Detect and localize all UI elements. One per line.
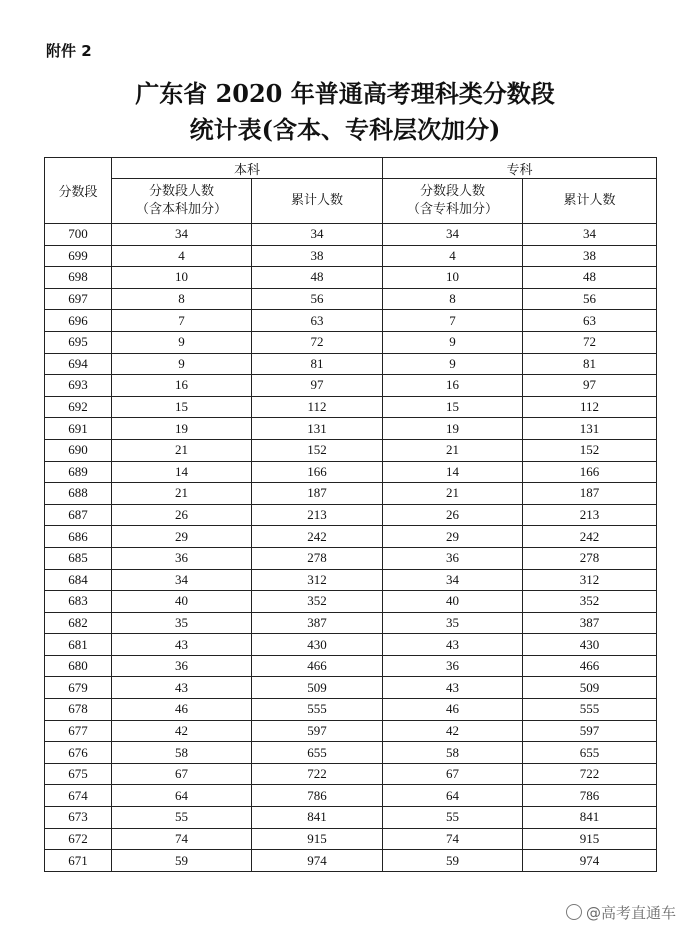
undergrad-cumulative-cell: 430 [252,634,383,656]
score-cell: 685 [45,547,112,569]
undergrad-count-header [112,179,252,224]
attachment-label: 附件 2 [46,42,92,60]
undergrad-cumulative-cell: 97 [252,375,383,397]
undergrad-cumulative-cell: 213 [252,504,383,526]
junior-count-cell: 29 [383,526,523,548]
undergrad-count-cell: 4 [112,245,252,267]
junior-count-cell: 74 [383,828,523,850]
undergrad-cumulative-cell: 974 [252,850,383,872]
junior-group-header: 专科 [383,158,657,179]
undergrad-count-cell: 7 [112,310,252,332]
junior-cumulative-cell: 112 [523,396,657,418]
junior-count-cell: 14 [383,461,523,483]
junior-cumulative-cell: 56 [523,288,657,310]
junior-count-cell: 46 [383,699,523,721]
junior-cumulative-cell: 915 [523,828,657,850]
junior-cumulative-cell: 655 [523,742,657,764]
score-cell: 675 [45,763,112,785]
undergrad-count-cell: 10 [112,267,252,289]
score-cell: 693 [45,375,112,397]
undergrad-cumulative-cell: 131 [252,418,383,440]
table-row [45,699,657,721]
junior-cumulative-cell: 841 [523,807,657,829]
junior-cumulative-cell: 131 [523,418,657,440]
undergrad-cumulative-cell: 187 [252,483,383,505]
undergrad-count-cell: 67 [112,763,252,785]
junior-cumulative-cell: 597 [523,720,657,742]
table-row [45,612,657,634]
junior-count-cell: 8 [383,288,523,310]
table-row [45,224,657,246]
table-body [45,224,657,872]
undergrad-count-cell: 43 [112,634,252,656]
undergrad-cumulative-cell: 841 [252,807,383,829]
score-column-header: 分数段 [45,158,112,224]
undergrad-count-cell: 34 [112,569,252,591]
score-cell: 692 [45,396,112,418]
junior-count-cell: 36 [383,547,523,569]
junior-count-cell: 16 [383,375,523,397]
score-cell: 682 [45,612,112,634]
junior-count-cell: 34 [383,224,523,246]
table-row [45,353,657,375]
junior-note: （含专科加分） [407,202,499,217]
junior-count-cell: 43 [383,677,523,699]
score-cell: 672 [45,828,112,850]
junior-cumulative-cell: 166 [523,461,657,483]
score-cell: 699 [45,245,112,267]
undergrad-note: （含本科加分） [135,202,227,217]
undergrad-count-cell: 19 [112,418,252,440]
score-cell: 677 [45,720,112,742]
junior-count-cell: 36 [383,655,523,677]
undergrad-cumulative-cell: 56 [252,288,383,310]
junior-cumulative-cell: 974 [523,850,657,872]
table-row [45,785,657,807]
junior-count-cell: 21 [383,439,523,461]
undergrad-count-cell: 14 [112,461,252,483]
table-row [45,569,657,591]
undergrad-count-cell: 34 [112,224,252,246]
count-label: 分数段人数 [148,184,214,199]
undergrad-count-cell: 9 [112,331,252,353]
page-title: 广东省 2020 年普通高考理科类分数段 [135,79,555,108]
junior-count-cell: 34 [383,569,523,591]
table-row [45,483,657,505]
junior-cumulative-cell: 97 [523,375,657,397]
score-cell: 673 [45,807,112,829]
table-row [45,547,657,569]
undergrad-cumulative-cell: 509 [252,677,383,699]
score-cell: 683 [45,591,112,613]
junior-count-cell: 42 [383,720,523,742]
undergrad-cumulative-cell: 112 [252,396,383,418]
junior-count-cell: 7 [383,310,523,332]
undergrad-cumulative-cell: 81 [252,353,383,375]
junior-count-cell: 21 [383,483,523,505]
weibo-logo-icon [566,904,582,920]
table-row [45,439,657,461]
junior-count-cell: 19 [383,418,523,440]
junior-cumulative-cell: 722 [523,763,657,785]
undergrad-cumulative-cell: 387 [252,612,383,634]
undergrad-cumulative-cell: 352 [252,591,383,613]
score-cell: 697 [45,288,112,310]
table-row [45,461,657,483]
score-cell: 696 [45,310,112,332]
undergrad-cumulative-cell: 278 [252,547,383,569]
undergrad-cumulative-cell: 915 [252,828,383,850]
score-cell: 686 [45,526,112,548]
junior-count-cell: 10 [383,267,523,289]
table-row [45,375,657,397]
junior-cumulative-cell: 187 [523,483,657,505]
junior-count-cell: 26 [383,504,523,526]
junior-count-cell: 43 [383,634,523,656]
table-row [45,504,657,526]
undergrad-cumulative-cell: 655 [252,742,383,764]
undergrad-count-cell: 46 [112,699,252,721]
undergrad-count-cell: 9 [112,353,252,375]
junior-cumulative-cell: 509 [523,677,657,699]
watermark [566,902,676,923]
table-row [45,850,657,872]
table-row [45,288,657,310]
undergrad-cumulative-header: 累计人数 [252,179,383,224]
junior-cumulative-cell: 38 [523,245,657,267]
junior-cumulative-cell: 152 [523,439,657,461]
table-row [45,331,657,353]
junior-cumulative-cell: 48 [523,267,657,289]
table-row [45,655,657,677]
undergrad-count-cell: 35 [112,612,252,634]
undergrad-count-cell: 21 [112,439,252,461]
junior-cumulative-header: 累计人数 [523,179,657,224]
score-cell: 674 [45,785,112,807]
junior-count-cell: 40 [383,591,523,613]
table-row [45,677,657,699]
score-cell: 694 [45,353,112,375]
undergrad-count-cell: 43 [112,677,252,699]
undergrad-cumulative-cell: 312 [252,569,383,591]
score-cell: 700 [45,224,112,246]
junior-cumulative-cell: 34 [523,224,657,246]
undergrad-count-cell: 59 [112,850,252,872]
junior-cumulative-cell: 242 [523,526,657,548]
undergrad-cumulative-cell: 34 [252,224,383,246]
junior-cumulative-cell: 63 [523,310,657,332]
score-cell: 691 [45,418,112,440]
table-row [45,418,657,440]
count-label: 分数段人数 [420,184,486,199]
junior-count-cell: 64 [383,785,523,807]
score-cell: 698 [45,267,112,289]
undergrad-group-header: 本科 [112,158,383,179]
table-row [45,591,657,613]
junior-cumulative-cell: 213 [523,504,657,526]
undergrad-cumulative-cell: 466 [252,655,383,677]
undergrad-count-cell: 26 [112,504,252,526]
table-row [45,267,657,289]
watermark-text: @高考直通车 [585,904,676,922]
undergrad-cumulative-cell: 72 [252,331,383,353]
undergrad-count-cell: 15 [112,396,252,418]
undergrad-count-cell: 42 [112,720,252,742]
undergrad-count-cell: 36 [112,655,252,677]
table-row [45,763,657,785]
undergrad-count-cell: 16 [112,375,252,397]
undergrad-cumulative-cell: 63 [252,310,383,332]
undergrad-cumulative-cell: 722 [252,763,383,785]
junior-count-cell: 4 [383,245,523,267]
junior-count-cell: 67 [383,763,523,785]
undergrad-cumulative-cell: 166 [252,461,383,483]
junior-count-cell: 55 [383,807,523,829]
undergrad-cumulative-cell: 242 [252,526,383,548]
table-row [45,742,657,764]
junior-count-cell: 59 [383,850,523,872]
junior-cumulative-cell: 278 [523,547,657,569]
junior-cumulative-cell: 430 [523,634,657,656]
undergrad-count-cell: 55 [112,807,252,829]
undergrad-count-cell: 40 [112,591,252,613]
undergrad-count-cell: 64 [112,785,252,807]
table-row [45,396,657,418]
undergrad-count-cell: 29 [112,526,252,548]
score-cell: 671 [45,850,112,872]
score-cell: 689 [45,461,112,483]
table-row [45,310,657,332]
junior-cumulative-cell: 352 [523,591,657,613]
table-row [45,807,657,829]
junior-count-cell: 35 [383,612,523,634]
junior-count-cell: 9 [383,353,523,375]
score-cell: 679 [45,677,112,699]
score-cell: 676 [45,742,112,764]
junior-count-cell: 9 [383,331,523,353]
score-cell: 684 [45,569,112,591]
undergrad-cumulative-cell: 597 [252,720,383,742]
junior-count-cell: 58 [383,742,523,764]
undergrad-cumulative-cell: 48 [252,267,383,289]
junior-cumulative-cell: 72 [523,331,657,353]
score-cell: 688 [45,483,112,505]
score-cell: 695 [45,331,112,353]
junior-count-header [383,179,523,224]
score-cell: 690 [45,439,112,461]
score-cell: 678 [45,699,112,721]
table-row [45,245,657,267]
undergrad-count-cell: 8 [112,288,252,310]
junior-count-cell: 15 [383,396,523,418]
junior-cumulative-cell: 466 [523,655,657,677]
table-row [45,828,657,850]
junior-cumulative-cell: 81 [523,353,657,375]
score-distribution-table [44,157,657,872]
junior-cumulative-cell: 312 [523,569,657,591]
junior-cumulative-cell: 786 [523,785,657,807]
junior-cumulative-cell: 387 [523,612,657,634]
undergrad-cumulative-cell: 555 [252,699,383,721]
score-cell: 680 [45,655,112,677]
undergrad-count-cell: 36 [112,547,252,569]
table-row [45,526,657,548]
junior-cumulative-cell: 555 [523,699,657,721]
score-cell: 687 [45,504,112,526]
table-row [45,634,657,656]
undergrad-count-cell: 74 [112,828,252,850]
page-subtitle: 统计表(含本、专科层次加分) [189,115,501,144]
table-row [45,720,657,742]
undergrad-cumulative-cell: 786 [252,785,383,807]
table-header [45,158,657,224]
undergrad-cumulative-cell: 152 [252,439,383,461]
undergrad-cumulative-cell: 38 [252,245,383,267]
undergrad-count-cell: 58 [112,742,252,764]
score-cell: 681 [45,634,112,656]
undergrad-count-cell: 21 [112,483,252,505]
